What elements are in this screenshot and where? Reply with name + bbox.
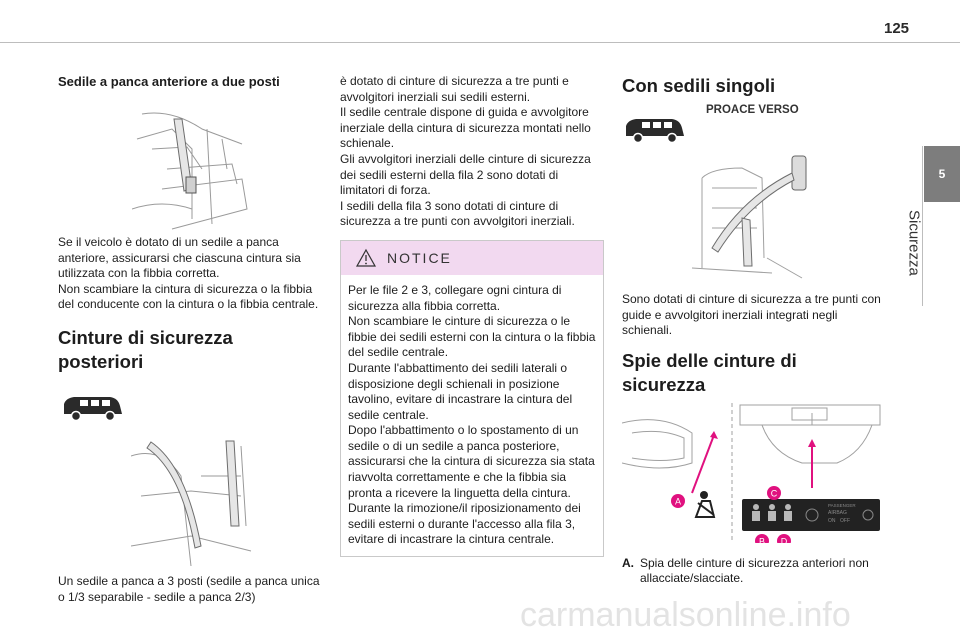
chapter-number: 5 — [938, 167, 946, 181]
rear-seatbelts-paragraph: è dotato di cinture di sicurezza a tre punti e avvolgitori inerziali sui sedili esterni. Il sedile centrale dispone di guida e avvolgitore inerziale della cintura di sicurezza montati nello schienale. Gli avvolgitori inerziali delle cinture di sicurezza dei sedili esterni della fila 2 sono dotati di limitatori di forza. I sedili della fila 3 sono dotati di cinture di sicurezza a tre punti con avvolgitori inerziali. — [340, 74, 591, 229]
panel-on: ON — [828, 517, 836, 524]
seatbelt-warning-heading: Spie delle cinture di sicurezza — [622, 349, 797, 395]
column-3 — [622, 74, 884, 587]
chapter-tab[interactable] — [924, 146, 960, 202]
model-label: PROACE VERSO — [706, 104, 799, 116]
van-icon — [60, 394, 124, 422]
rear-bench-seatbelt-illustration — [131, 436, 253, 572]
legend-text: Spia delle cinture di sicurezza anteriori non allacciate/slacciate. — [640, 555, 869, 586]
legend-item-a — [622, 556, 884, 587]
legend-letter: A. — [622, 555, 634, 570]
rear-seatbelts-heading: Cinture di sicurezza posteriori — [58, 326, 233, 372]
callout-a: A — [674, 496, 682, 507]
callout-d: D — [780, 536, 788, 543]
panel-airbag: AIRBAG — [828, 509, 847, 516]
page-number: 125 — [884, 20, 910, 37]
rear-bench-caption: Un sedile a panca a 3 posti (sedile a panca unica o 1/3 separabile - sedile a panca 2/3) — [58, 573, 320, 604]
notice-title: NOTICE — [387, 249, 452, 266]
warning-triangle-icon — [355, 248, 377, 268]
watermark: carmanualsonline.info — [520, 596, 851, 634]
van-icon — [622, 116, 686, 144]
panel-off: OFF — [840, 517, 850, 524]
callout-c: C — [770, 488, 778, 499]
front-bench-paragraph: Se il veicolo è dotato di un sedile a panca anteriore, assicurarsi che ciascuna cintura sia utilizzata con la fibbia corretta. Non scambiare la cintura di sicurezza o la fibbia del conducente con la cintura o la fibbia centrale. — [58, 235, 319, 312]
model-row — [622, 104, 884, 144]
notice-body — [341, 275, 603, 556]
single-seat-seatbelt-illustration — [682, 148, 812, 288]
chapter-label: Sicurezza — [905, 210, 923, 276]
seatbelt-warning-icon — [696, 491, 714, 517]
front-bench-heading: Sedile a panca anteriore a due posti — [58, 74, 280, 89]
single-seats-heading: Con sedili singoli — [622, 75, 776, 96]
single-seats-paragraph: Sono dotati di cinture di sicurezza a tre punti con guide e avvolgitori inerziali integrati negli schienali. — [622, 292, 881, 338]
notice-text: Per le file 2 e 3, collegare ogni cintura di sicurezza alla fibbia corretta. Non scambiare le cinture di sicurezza o le fibbie dei sedili esterni con la cintura o la fibbia del sedile centrale. Durante l'abbattimento dei sedili laterali o disposizione degli schienali in posizione tavolino, evitare di incastrare la cintura del sedile centrale. Dopo l'abbattimento o lo spostamento di un sedile o di un sedile a panca posteriore, assicurarsi che la cintura di sicurezza sia stata riavvolta correttamente e che la fibbia sia pronta a ricevere la linguetta della cintura. Durante la rimozione/il riposizionamento dei sedili esterni o durante l'accesso alla fila 3, evitare di incastrare la cintura centrale. — [348, 282, 596, 547]
column-1 — [58, 74, 326, 605]
notice-box — [340, 240, 604, 557]
callout-b: B — [758, 536, 766, 543]
seatbelt-warning-lamps-illustration — [622, 403, 884, 543]
notice-header — [341, 241, 603, 275]
column-2 — [340, 74, 604, 557]
front-bench-seatbelt-illustration — [132, 109, 252, 231]
header-divider — [0, 42, 960, 43]
panel-passenger: PASSENGER — [828, 502, 856, 508]
